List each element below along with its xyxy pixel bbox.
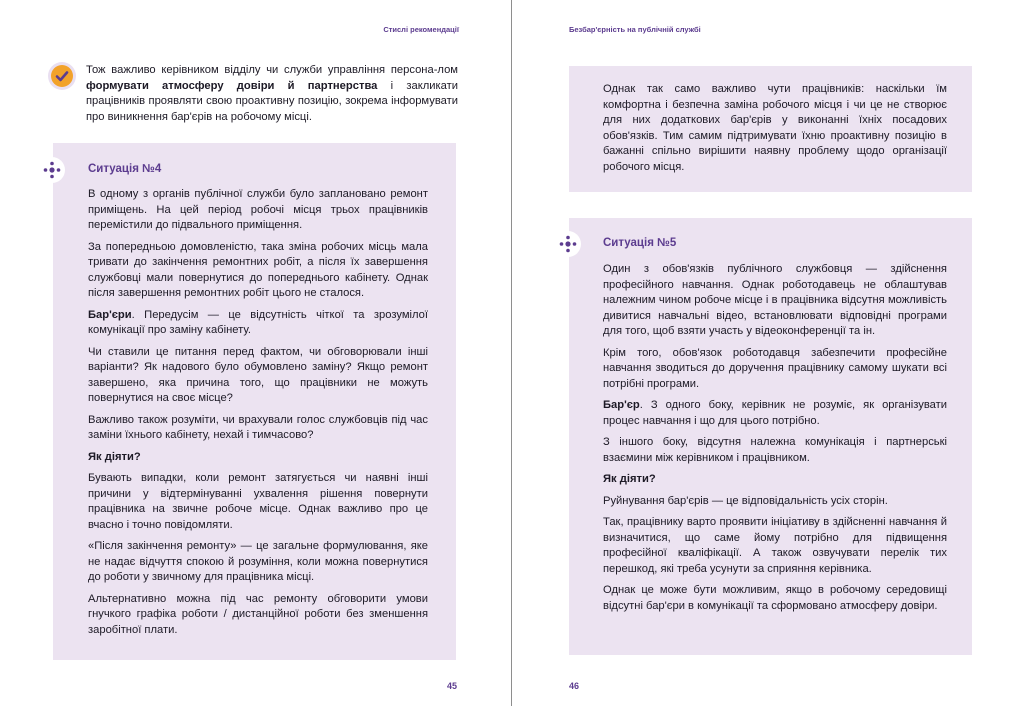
page-number: 46 [569, 681, 580, 691]
paragraph: Крім того, обов'язок роботодавця забезпечити професійне навчання зводиться до доручення працівнику самому шукати всі потрібні програми. [603, 346, 947, 390]
running-head: Безбар'єрність на публічній службі [569, 25, 701, 34]
paragraph: Бар'єр. З одного боку, керівник не розуміє, як організувати процес навчання і що для цього потрібно. [603, 399, 947, 427]
paragraph: Чи ставили це питання перед фактом, чи обговорювали інші варіанти? Як надового було обумовлено заміну? Якщо ремонт завершено, яка причина того, що працівники не можуть повернутися на своє місце? [88, 345, 428, 404]
paragraph: Руйнування бар'єрів — це відповідальність усіх сторін. [603, 494, 888, 507]
paragraph: Бувають випадки, коли ремонт затягується чи наявні інші причини у відтермінуванні ухвалення рішення повернути працівника на звичне робоче місце. Однак важливо про це вчасно і точно повідомляти. [88, 472, 428, 531]
how-to-act-heading: Як діяти? [603, 473, 656, 485]
check-icon [51, 65, 73, 87]
paragraph: Важливо також розуміти, чи врахували голос службовців під час заміни їхнього кабінету, нехай і тимчасово? [88, 413, 428, 441]
situation-body [88, 187, 428, 644]
paragraph: Альтернативно можна під час ремонту обговорити умови гнучкого графіка роботи / дистанційної роботи без зменшення заробітної плати. [88, 592, 428, 636]
right-page [512, 0, 1024, 706]
paragraph: За попередньою домовленістю, така зміна робочих місць мала тривати до закінчення ремонтних робіт, а після їх завершення службовці мали повернутися до попереднього кабінету. Однак після завершення ремонтних робіт цього не сталося. [88, 240, 428, 299]
paragraph: Однак так само важливо чути працівників: наскільки їм комфортна і безпечна заміна робочого місця і чи це не створює для них додаткових бар'єрів у виконанні їхніх посадових обов'язків. Тим самим підтримувати їхню проактивну позицію в бажанні спільно вирішити наявну проблему щодо організації робочого місця. [603, 83, 947, 173]
paragraph: В одному з органів публічної служби було заплановано ремонт приміщень. На цей період робочі місця трьох працівників перемістили до підвального приміщення. [88, 188, 428, 231]
running-head: Стислі рекомендації [383, 25, 459, 34]
situation-title: Ситуація №4 [88, 163, 162, 175]
paragraph: Один з обов'язків публічного службовця — здійснення професійного навчання. Однак роботодавець не облаштував належним чином робоче місце і в працівника відсутня можливість дивитися навчальні відео, встановлювати відповідні програми для того, щоб взяти участь у відеоконференції та ін. [603, 263, 947, 337]
situation-title: Ситуація №5 [603, 237, 677, 249]
situation-icon [555, 231, 581, 257]
intro-paragraph: Тож важливо керівником відділу чи служби управління персона-лом формувати атмосферу довіри й партнерства і закликати працівників проявляти свою проактивну позицію, зокрема інформувати про виникнення бар'єрів на робочому місці. [86, 64, 459, 123]
paragraph: З іншого боку, відсутня належна комунікація і партнерські взаємини між керівником і працівником. [603, 436, 947, 464]
paragraph: Бар'єри. Передусім — це відсутність чіткої та зрозумілої комунікації про заміну кабінету. [88, 308, 428, 336]
callout-body [603, 82, 947, 181]
how-to-act-heading: Як діяти? [88, 450, 141, 463]
paragraph: «Після закінчення ремонту» — це загальне формулювання, яке не надає відчуття спокою й розуміння, коли можна повернутися до роботи у звичному для працівника місці. [88, 540, 428, 583]
paragraph: Однак це може бути можливим, якщо в робочому середовищі відсутні бар'єри в комунікації та сформовано атмосферу довіри. [603, 584, 947, 612]
paragraph: Так, працівнику варто проявити ініціативу в здійсненні навчання й визначитися, що саме йому потрібно для підвищення професійної кваліфікації. А також озвучувати перелік тих перешкод, які треба усунути за сприяння керівника. [603, 516, 947, 575]
page-number: 45 [446, 681, 457, 691]
situation-icon [39, 157, 65, 183]
situation-body [603, 262, 947, 620]
